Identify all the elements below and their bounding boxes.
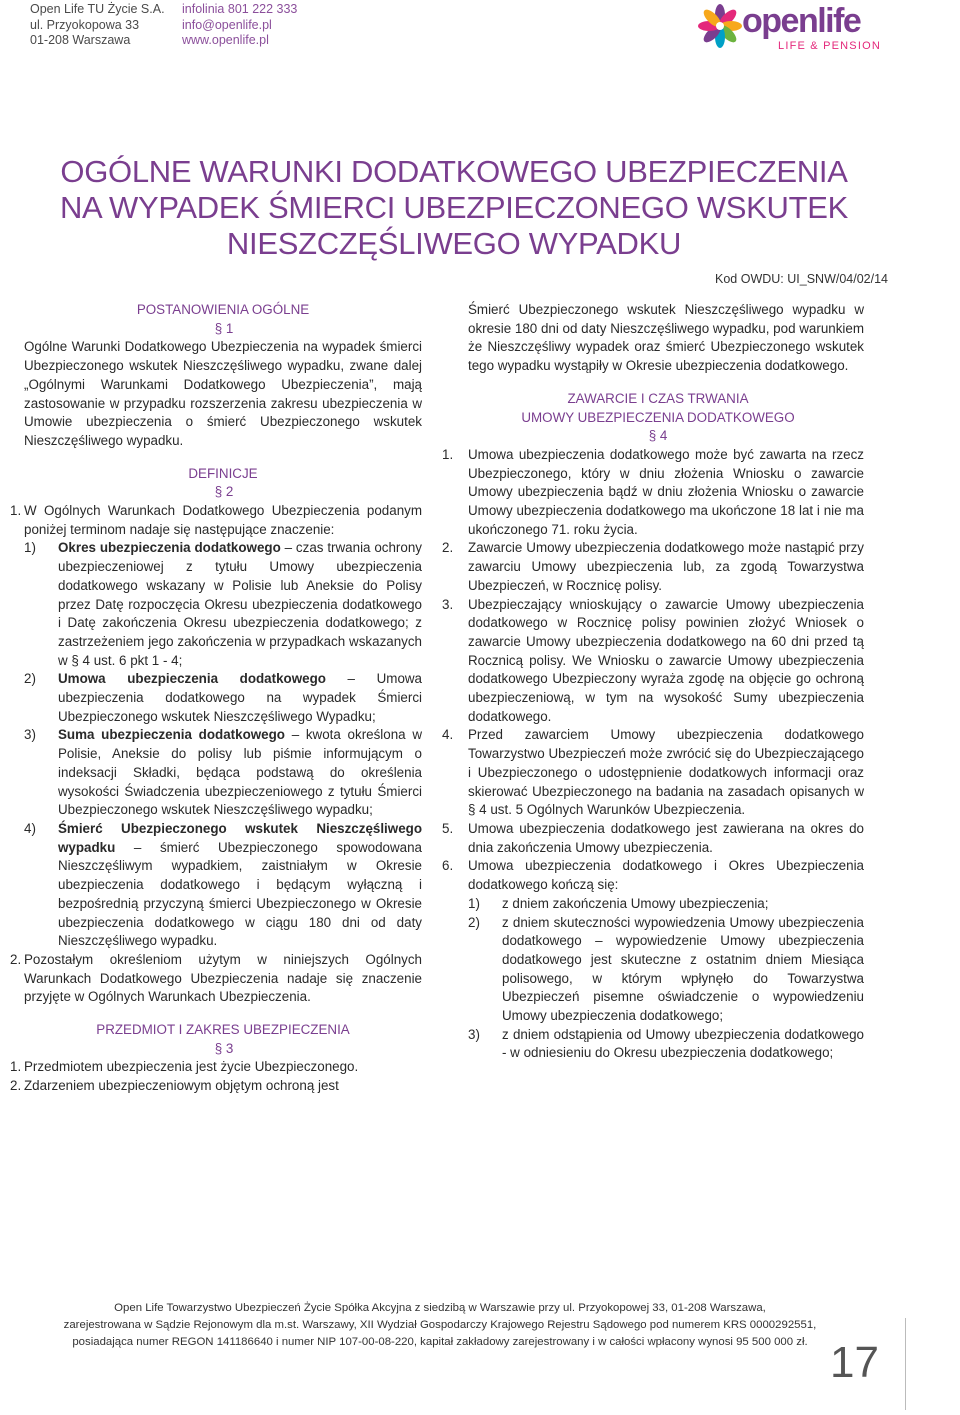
general-provisions-text: Ogólne Warunki Dodatkowego Ubezpieczenia na wypadek śmierci Ubezpieczonego wskutek Nieszczęśliwego wypadku, zwane dalej „Ogólnymi Warunkami Dodatkowego Ubezpieczenia”, mają zastosowanie w przypadku rozszerzenia zakresu ubezpieczenia w Umowie ubezpieczenia o śmierć Ubezpieczonego wskutek Nieszczęśliwego wypadku. (24, 339, 422, 448)
paragraph-2-sign: § 2 (214, 484, 234, 500)
definition-1: 1) Okres ubezpieczenia dodatkowego – czas trwania ochrony ubezpieczeniowej z tytułu Umowy ubezpieczenia dodatkowego wskazany w Polisie lub Aneksie do Polisy przez Datę rozpoczęcia Okresu ubezpieczenia dodatkowego i Datę zakończenia Okresu ubezpieczenia dodatkowego; z zastrzeżeniem jego zakończenia w przypadkach wskazanych w § 4 ust. 6 pkt 1 - 4; (24, 540, 422, 668)
contact-info (182, 2, 297, 49)
left-column (10, 301, 422, 1096)
conclusion-item-3: 3. Ubezpieczający wnioskujący o zawarcie Umowy ubezpieczenia dodatkowego w Rocznicę polisy powinien złożyć Wniosek o zawarcie Umowy ubezpieczenia dodatkowego na 60 dni przed tą Rocznicą polisy. We Wniosku o zawarcie Umowy ubezpieczenia dodatkowego Ubezpieczony wyraża zgodę na objęcie go ochroną ubezpieczeniową, w tym na wysokość Sumy ubezpieczenia dodatkowego. (442, 596, 864, 724)
section-title-conclusion-2: UMOWY UBEZPIECZENIA DODATKOWEGO (521, 409, 795, 425)
email-link[interactable]: info@openlife.pl (182, 17, 272, 32)
company-address (30, 2, 165, 49)
paragraph-3-sign: § 3 (214, 1040, 234, 1056)
definition-term: Umowa ubezpieczenia dodatkowego (58, 671, 326, 687)
definition-term: Okres ubezpieczenia dodatkowego (58, 540, 281, 556)
footer-line-3: posiadająca numer REGON 141186640 i numer NIP 107-00-08-220, kapitał zakładowy zarejestrowany i w całości wpłacony wynosi 95 500 000 zł. (72, 1336, 808, 1348)
definitions-item-1: 1. W Ogólnych Warunkach Dodatkowego Ubezpieczenia podanym poniżej terminom nadaje się następujące znaczenie: (10, 503, 422, 537)
logo-tagline: LIFE & PENSION (778, 40, 881, 52)
conclusion-item-6: 6. Umowa ubezpieczenia dodatkowego i Okres Ubezpieczenia dodatkowego kończą się: (442, 858, 864, 893)
openlife-logo (696, 2, 886, 54)
termination-case-2: 2) z dniem skuteczności wypowiedzenia Umowy ubezpieczenia dodatkowego – wypowiedzenie Umowy ubezpieczenia dodatkowego jest skuteczne z ostatnim dniem Miesiąca polisowego, w którym wpłynęło do Towarzystwa Ubezpieczeń pisemne oświadczenie o wypowiedzeniu Umowy ubezpieczenia dodatkowego; (468, 914, 864, 1024)
page-number: 17 (830, 1338, 879, 1387)
definition-term: Śmierć Ubezpieczonego wskutek Nieszczęśliwego wypadku (58, 820, 422, 855)
conclusion-item-5: 5. Umowa ubezpieczenia dodatkowego jest zawierana na okres do dnia zakończenia Umowy ubezpieczenia. (442, 820, 864, 855)
conclusion-item-4: 4. Przed zawarciem Umowy ubezpieczenia dodatkowego Towarzystwo Ubezpieczeń może zwrócić się do Ubezpieczającego i Ubezpieczonego o udostępnienie dodatkowych informacji oraz skierować Ubezpieczonego na badania na zasadach opisanych w § 4 ust. 5 Ogólnych Warunków Ubezpieczenia. (442, 727, 864, 818)
section-title-scope: PRZEDMIOT I ZAKRES UBEZPIECZENIA (96, 1022, 350, 1038)
scope-item-2: 2. Zdarzeniem ubezpieczeniowym objętym ochroną jest (10, 1078, 339, 1094)
footer-legal-info (60, 1300, 820, 1351)
title-line-3: NIESZCZĘŚLIWEGO WYPADKU (226, 226, 682, 261)
section-title-general: POSTANOWIENIA OGÓLNE (136, 302, 310, 317)
company-name: Open Life TU Życie S.A. (30, 2, 165, 16)
document-title (24, 154, 884, 262)
company-city: 01-208 Warszawa (30, 33, 131, 47)
definitions-item-2: 2. Pozostałym określeniom użytym w niniejszych Ogólnych Warunkach Dodatkowego Ubezpieczenia nadaje się znaczenie przyjęte w Ogólnych Warunkach Ubezpieczenia. (10, 951, 422, 1005)
paragraph-4-sign: § 4 (648, 428, 668, 444)
website-link[interactable]: www.openlife.pl (182, 33, 269, 47)
company-street: ul. Przyokopowa 33 (30, 17, 140, 32)
conclusion-item-2: 2. Zawarcie Umowy ubezpieczenia dodatkowego może nastąpić przy zawarciu Umowy ubezpieczenia lub, za zgodą Towarzystwa Ubezpieczeń, w Rocznicę polisy. (442, 540, 864, 593)
title-line-1: OGÓLNE WARUNKI DODATKOWEGO UBEZPIECZENIA (60, 154, 848, 189)
scope-item-1: 1. Przedmiotem ubezpieczenia jest życie Ubezpieczonego. (10, 1059, 359, 1075)
scope-item-2-continued: Śmierć Ubezpieczonego wskutek Nieszczęśliwego wypadku w okresie 180 dni od daty Nieszczęśliwego wypadku, pod warunkiem że Nieszczęśliwy wypadek oraz śmierć Ubezpieczonego wskutek tego wypadku wystąpiły w Okresie ubezpieczenia dodatkowego. (468, 302, 864, 374)
conclusion-item-1: 1. Umowa ubezpieczenia dodatkowego może być zawarta na rzecz Ubezpieczonego, który w dniu złożenia Wniosku o zawarcie Umowy ubezpieczenia bądź w dniu złożenia Wniosku o zawarcie Umowy ubezpieczenia dodatkowego ma ukończone 18 lat i nie ma ukończonego 71. roku życia. (442, 446, 864, 537)
infoline: infolinia 801 222 333 (182, 2, 298, 16)
logo-wordmark: openlife (742, 2, 861, 40)
title-line-2: NA WYPADEK ŚMIERCI UBEZPIECZONEGO WSKUTEK (59, 190, 849, 225)
termination-case-3: 3) z dniem odstąpienia od Umowy ubezpieczenia dodatkowego - w odniesieniu do Okresu ubezpieczenia dodatkowego; (468, 1026, 864, 1061)
right-column (442, 301, 864, 1063)
footer-line-1: Open Life Towarzystwo Ubezpieczeń Życie Spółka Akcyjna z siedzibą w Warszawie przy ul. Przyokopowej 33, 01-208 Warszawa, (114, 1302, 766, 1314)
definition-3: 3) Suma ubezpieczenia dodatkowego – kwota określona w Polisie, Aneksie do polisy lub piśmie informującym o indeksacji Składki, będąca podstawą do określenia wysokości Świadczenia ubezpieczeniowego z tytułu Śmierci Ubezpieczonego wskutek Nieszczęśliwego wypadku; (24, 727, 422, 818)
page-divider (905, 1318, 906, 1410)
flower-icon (696, 2, 744, 50)
section-title-definitions: DEFINICJE (188, 465, 258, 481)
definition-4: 4) Śmierć Ubezpieczonego wskutek Nieszczęśliwego wypadku – śmierć Ubezpieczonego spowodowana Nieszczęśliwym wypadkiem, zaistniałym w Okresie ubezpieczenia dodatkowego i będącym wyłączną i bezpośrednią przyczyną śmierci Ubezpieczonego w Okresie ubezpieczenia dodatkowego w ciągu 180 dni od daty Nieszczęśliwego wypadku. (24, 820, 422, 949)
definition-term: Suma ubezpieczenia dodatkowego (58, 727, 285, 743)
footer-line-2: zarejestrowana w Sądzie Rejonowym dla m.st. Warszawy, XII Wydział Gospodarczy Krajowego Rejestru Sądowego pod numerem KRS 0000292551, (63, 1319, 817, 1331)
definition-2: 2) Umowa ubezpieczenia dodatkowego – Umowa ubezpieczenia dodatkowego na wypadek Śmierci Ubezpieczonego wskutek Nieszczęśliwego Wypadku; (24, 671, 423, 724)
paragraph-1-sign: § 1 (214, 320, 234, 336)
termination-case-1: 1) z dniem zakończenia Umowy ubezpieczenia; (468, 895, 769, 911)
document-code: Kod OWDU: UI_SNW/04/02/14 (715, 272, 888, 286)
section-title-conclusion-1: ZAWARCIE I CZAS TRWANIA (567, 390, 749, 406)
